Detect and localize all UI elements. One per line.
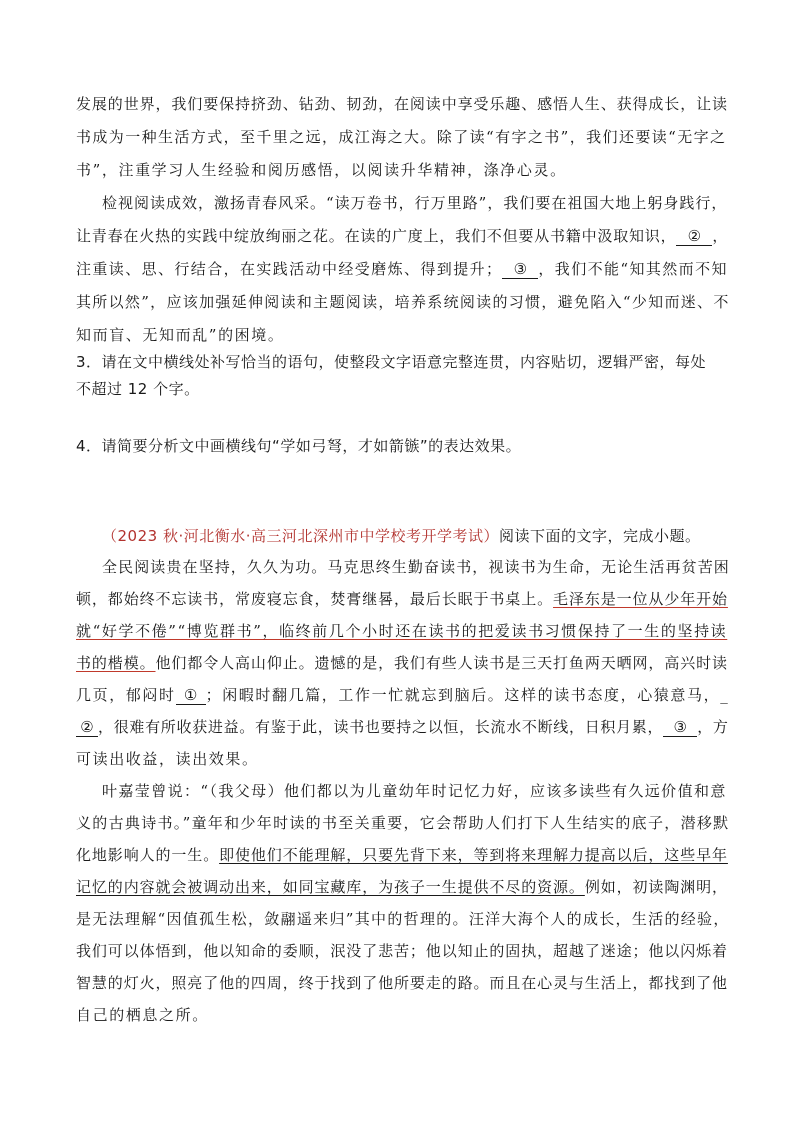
underlined-memory-sentence-part-1: 即使他们不能理解，只要先背下来，等到将来理解力提高以后，这些早年 bbox=[219, 846, 728, 864]
para2-line-3-end: ，我们不能“知其然而不知 bbox=[538, 260, 728, 278]
answer-blank-1[interactable]: ① bbox=[176, 686, 206, 705]
p2b-line-4 bbox=[76, 876, 728, 898]
p2a-line-5-text-b: ；闲暇时翻几篇，工作一忙就忘到脑后。这样的读书态度，心猿意马， bbox=[205, 686, 721, 704]
underlined-memory-sentence-part-2: 记忆的内容就会被调动出来，如同宝藏库，为孩子一生提供不尽的资源。 bbox=[76, 878, 585, 896]
p2a-line-4 bbox=[76, 652, 728, 674]
p2a-line-6-end: ，方 bbox=[697, 718, 729, 736]
p2a-line-2-text: 顿，都始终不忘读书，常废寝忘食，焚膏继晷，最后长眠于书桌上。 bbox=[76, 590, 554, 608]
answer-blank-3b[interactable]: ③ bbox=[663, 718, 697, 737]
answer-blank-3[interactable]: ③ bbox=[502, 260, 538, 279]
para2-line-3 bbox=[76, 258, 728, 280]
para2-line-5: 知而盲、无知而乱”的困境。 bbox=[76, 326, 285, 344]
p2a-line-5-text-a: 几页，郁闷时 bbox=[76, 686, 176, 704]
para1-line-3: 书”，注重学习人生经验和阅历感悟，以阅读升华精神，涤净心灵。 bbox=[76, 161, 567, 179]
p2b-line-6: 我们可以体悟到，他以知命的委顺，泯没了悲苦；他以知止的固执，超越了迷途；他以闪烁着 bbox=[76, 942, 728, 960]
question-3-line-2: 不超过 12 个字。 bbox=[76, 380, 200, 398]
p2b-line-3 bbox=[76, 844, 728, 866]
p2b-line-2: 义的古典诗书。”童年和少年时读的书至关重要，它会帮助人们打下人生结实的底子，潜移默 bbox=[76, 814, 730, 832]
p2a-line-6 bbox=[76, 716, 729, 738]
para2-line-2 bbox=[76, 225, 728, 247]
underlined-sentence-part-2: 就“好学不倦”“博览群书”，临终前几个小时还在读书的把爱读书习惯保持了一生的坚持读 bbox=[76, 622, 728, 640]
p2a-line-6-text: ，很难有所收获进益。有鉴于此，读书也要持之以恒，长流水不断线，日积月累， bbox=[98, 718, 664, 736]
p2a-line-2 bbox=[76, 588, 728, 610]
p2b-line-5: 是无法理解“因值孤生松，敛翮遥来归”其中的哲理的。汪洋大海个人的成长，生活的经验， bbox=[76, 910, 730, 928]
question-3-line-1: 3．请在文中横线处补写恰当的语句，使整段文字语意完整连贯，内容贴切，逻辑严密，每处 bbox=[76, 353, 707, 371]
para2-line-2-end: ， bbox=[712, 227, 729, 245]
p2a-line-5-underscore: _ bbox=[720, 686, 730, 704]
question-4-line-1: 4．请简要分析文中画横线句“学如弓弩，才如箭镞”的表达效果。 bbox=[76, 437, 522, 455]
para2-line-3-text: 注重读、思、行结合，在实践活动中经受磨炼、得到提升； bbox=[76, 260, 503, 278]
underlined-sentence-part-1: 毛泽东是一位从少年开始 bbox=[553, 590, 728, 608]
p2b-line-3-text: 化地影响人的一生。 bbox=[76, 846, 220, 864]
passage-2-header bbox=[102, 525, 701, 547]
source-label: （2023 秋·河北衡水·高三河北深州市中学校考开学考试） bbox=[102, 527, 499, 545]
para1-line-1: 发展的世界，我们要保持挤劲、钻劲、韧劲，在阅读中享受乐趣、感悟人生、获得成长，让读 bbox=[76, 95, 728, 113]
para1-line-2: 书成为一种生活方式，至千里之远，成江海之大。除了读“有字之书”，我们还要读“无字之 bbox=[76, 128, 727, 146]
p2b-line-1: 叶嘉莹曾说：“（我父母）他们都以为儿童幼年时记忆力好，应该多读些有久远价值和意 bbox=[102, 782, 727, 800]
para2-line-4: 其所以然”，应该加强延伸阅读和主题阅读，培养系统阅读的习惯，避免陷入“少知而迷、不 bbox=[76, 293, 730, 311]
p2b-line-7: 智慧的灯火，照亮了他的四周，终于找到了他所要走的路。而且在心灵与生活上，都找到了他 bbox=[76, 974, 728, 992]
para2-line-2-text: 让青春在火热的实践中绽放绚丽之花。在读的广度上，我们不但要从书籍中汲取知识， bbox=[76, 227, 677, 245]
p2a-line-4-text: 他们都令人高山仰止。遗憾的是，我们有些人读书是三天打鱼两天晒网，高兴时读 bbox=[155, 654, 728, 672]
p2a-line-7: 可读出收益，读出效果。 bbox=[76, 750, 259, 768]
p2a-line-1: 全民阅读贵在坚持，久久为功。马克思终生勤奋读书，视读书为生命，无论生活再贫苦困 bbox=[102, 558, 730, 576]
p2a-line-3 bbox=[76, 620, 727, 642]
para2-line-1: 检视阅读成效，激扬青春风采。“读万卷书，行万里路”，我们要在祖国大地上躬身践行， bbox=[102, 194, 728, 212]
underlined-sentence-part-3: 书的楷模。 bbox=[76, 654, 156, 672]
p2b-line-8: 自己的栖息之所。 bbox=[76, 1006, 209, 1024]
p2a-line-5 bbox=[76, 684, 729, 706]
instruction-text: 阅读下面的文字，完成小题。 bbox=[498, 527, 701, 545]
p2b-line-4-text: 例如，初读陶渊明， bbox=[584, 878, 728, 896]
answer-blank-2b[interactable]: ② bbox=[76, 718, 98, 737]
answer-blank-2[interactable]: ② bbox=[676, 227, 712, 246]
